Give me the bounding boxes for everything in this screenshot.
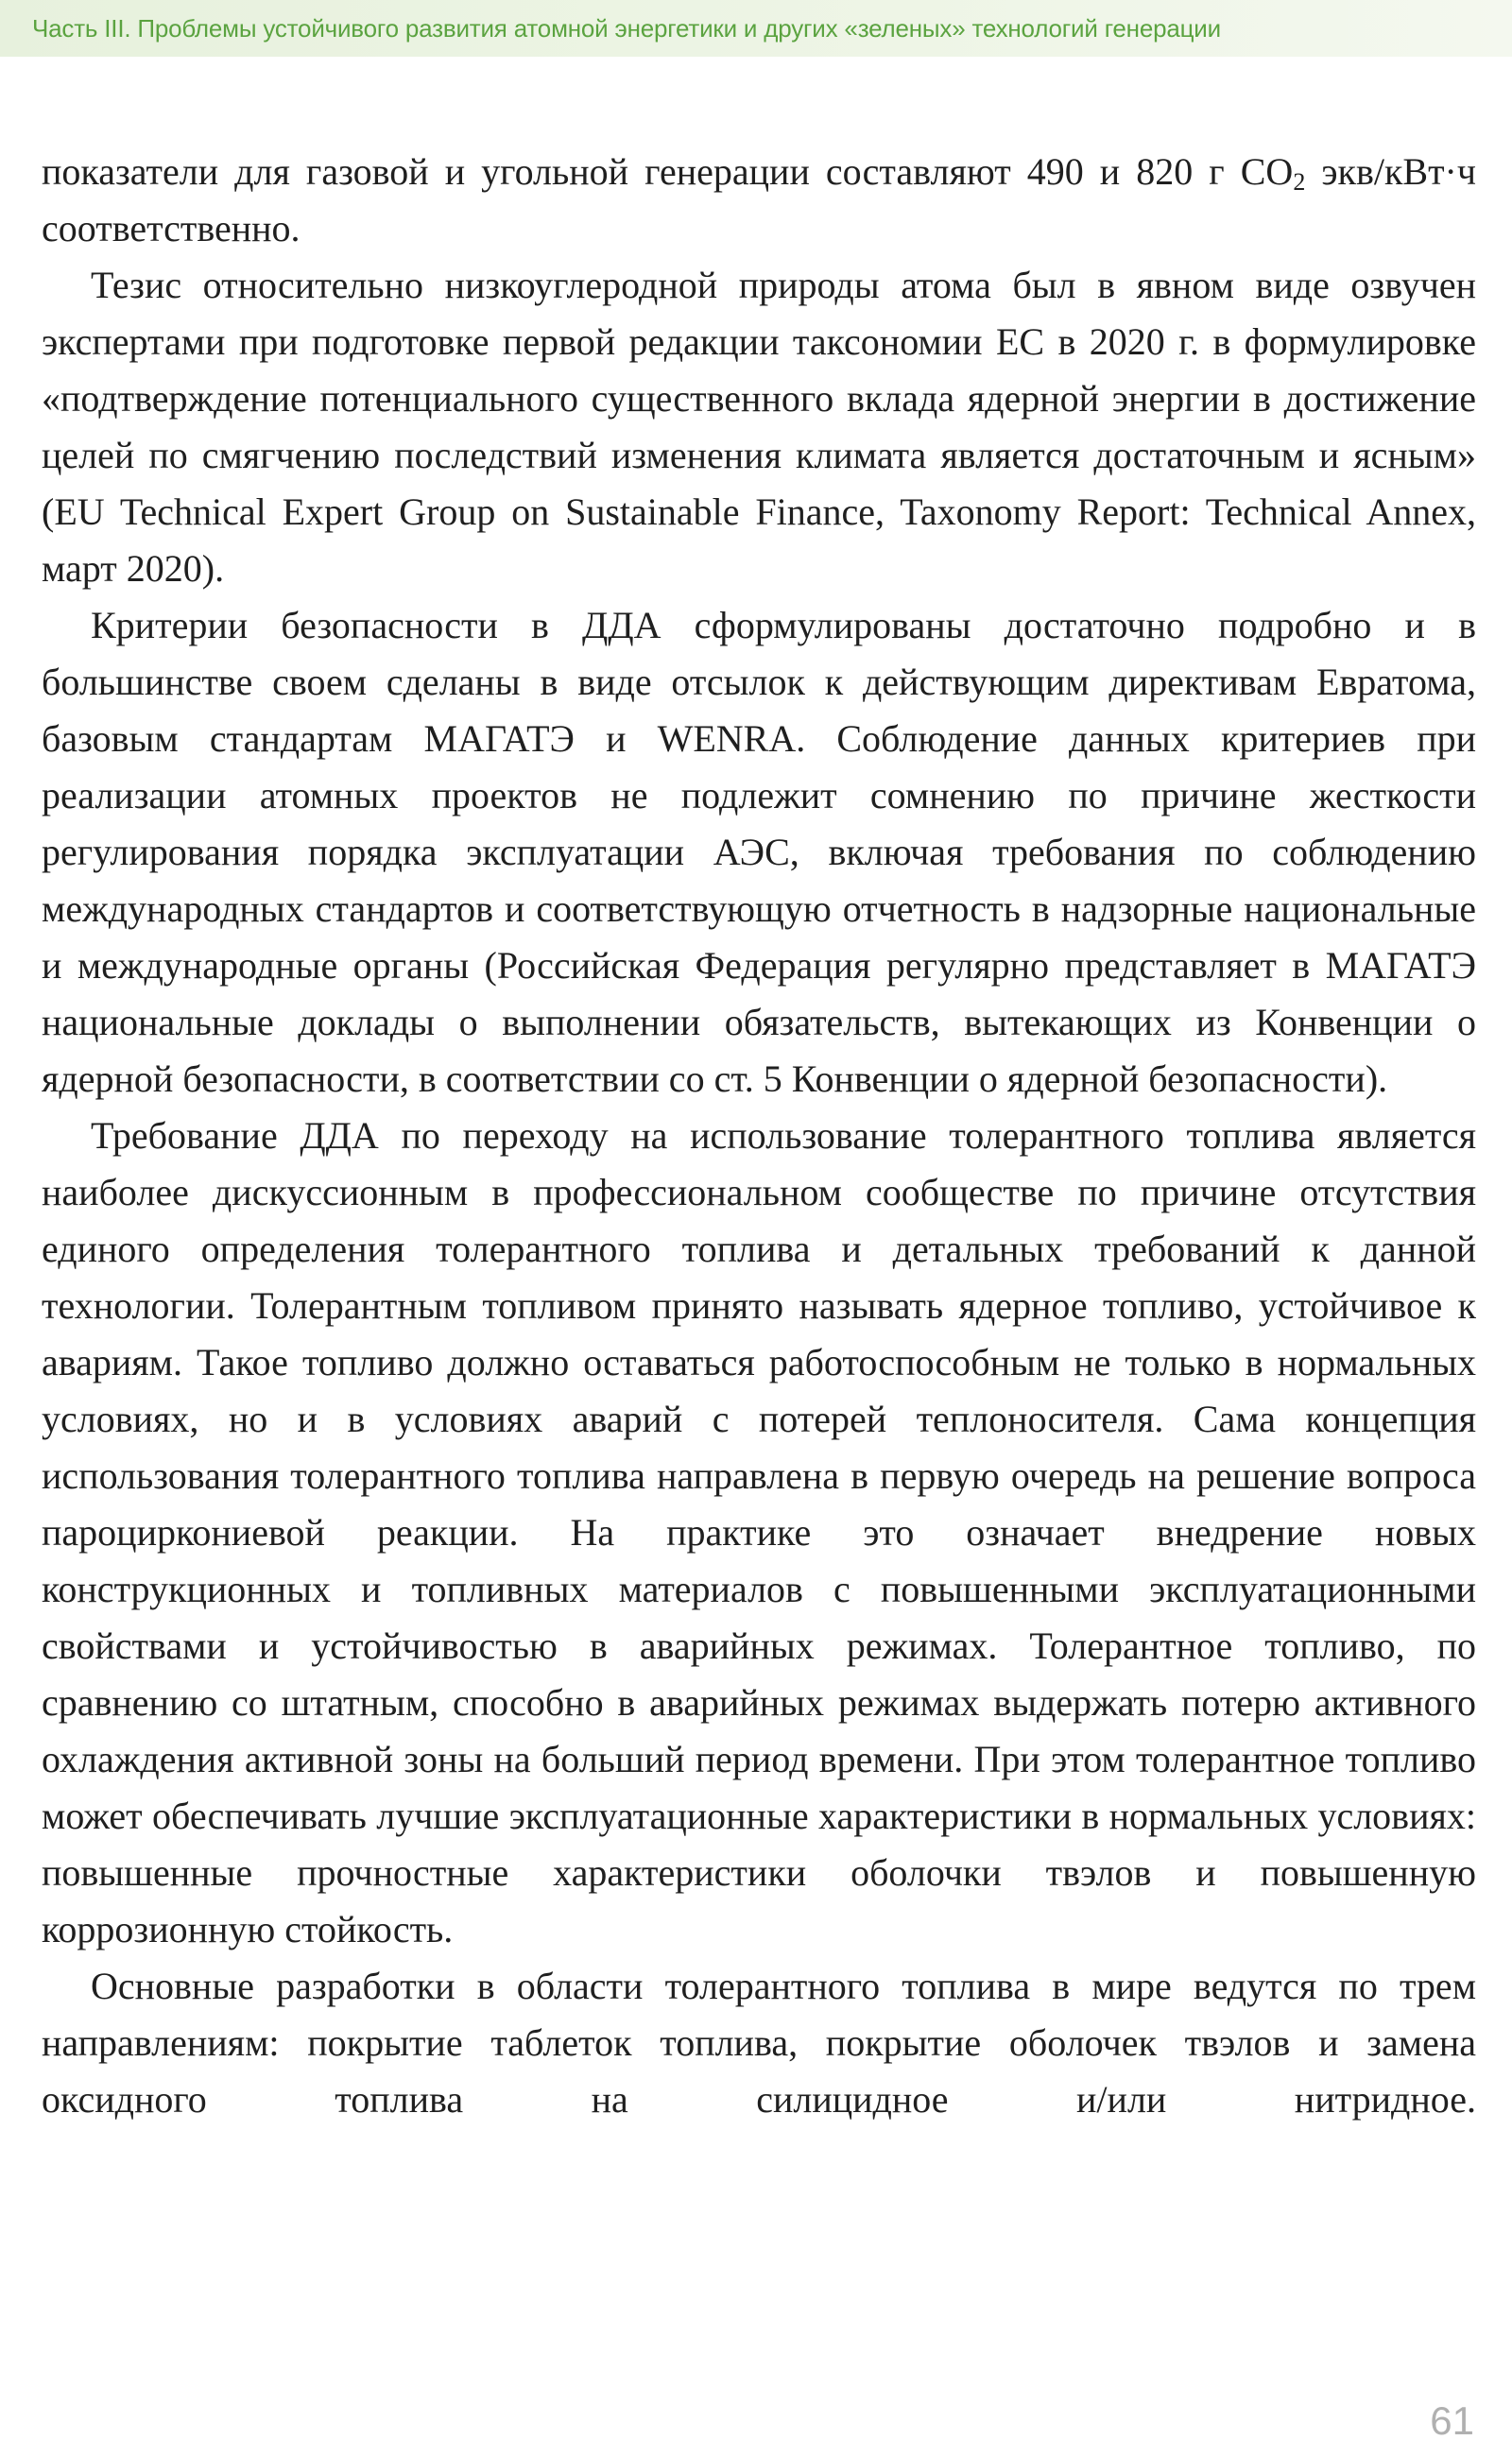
- running-header: [0, 0, 1512, 57]
- page-number: 61: [1430, 2398, 1474, 2443]
- subscript-co2: 2: [1293, 168, 1306, 196]
- paragraph-text: экв/кВт·ч соответственно.: [42, 150, 1476, 249]
- body-text: [42, 144, 1476, 2128]
- paragraph-main-developments: Основные разработки в области толерантного топлива в мире ведутся по трем направлениям: покрытие таблеток топлива, покрытие оболочек твэлов и замена оксидного топлива на силицидное и/или нитридное.: [42, 1965, 1476, 2121]
- paragraph-safety-criteria: Критерии безопасности в ДДА сформулированы достаточно подробно и в большинстве своем сделаны в виде отсылок к действующим директивам Евратома, базовым стандартам МАГАТЭ и WENRA. Соблюдение данных критериев при реализации атомных проектов не подлежит сомнению по причине жесткости регулирования порядка эксплуатации АЭС, включая требования по соблюдению международных стандартов и соответствующую отчетность в надзорные национальные и международные органы (Российская Федерация регулярно представляет в МАГАТЭ национальные доклады о выполнении обязательств, вытекающих из Конвенции о ядерной безопасности, в соответствии со ст. 5 Конвенции о ядерной безопасности).: [42, 604, 1476, 1100]
- paragraph-low-carbon-thesis: Тезис относительно низкоуглеродной природы атома был в явном виде озвучен экспертами при подготовке первой редакции таксономии ЕС в 2020 г. в формулировке «подтверждение потенциального существенного вклада ядерной энергии в достижение целей по смягчению последствий изменения климата является достаточным и ясным» (EU Technical Expert Group on Sustainable Finance, Taxonomy Report: Technical Annex, март 2020).: [42, 264, 1476, 590]
- running-header-title: Часть III. Проблемы устойчивого развития атомной энергетики и других «зеленых» технологий генерации: [32, 13, 1221, 43]
- paragraph-tolerant-fuel: Требование ДДА по переходу на использование толерантного топлива является наиболее дискуссионным в профессиональном сообществе по причине отсутствия единого определения толерантного топлива и детальных требований к данной технологии. Толерантным топливом принято называть ядерное топливо, устойчивое к авариям. Такое топливо должно оставаться работоспособным не только в нормальных условиях, но и в условиях аварий с потерей теплоносителя. Сама концепция использования толерантного топлива направлена в первую очередь на решение вопроса пароциркониевой реакции. На практике это означает внедрение новых конструкционных и топливных материалов с повышенными эксплуатационными свойствами и устойчивостью в аварийных режимах. Толерантное топливо, по сравнению со штатным, способно в аварийных режимах выдержать потерю активного охлаждения активной зоны на больший период времени. При этом толерантное топливо может обеспечивать лучшие эксплуатационные характеристики в нормальных условиях: повышенные прочностные характеристики оболочки твэлов и повышенную коррозионную стойкость.: [42, 1114, 1476, 1950]
- paragraph-text: показатели для газовой и угольной генерации составляют 490 и 820 г СО: [42, 150, 1294, 193]
- paragraph-continued: [42, 144, 1476, 257]
